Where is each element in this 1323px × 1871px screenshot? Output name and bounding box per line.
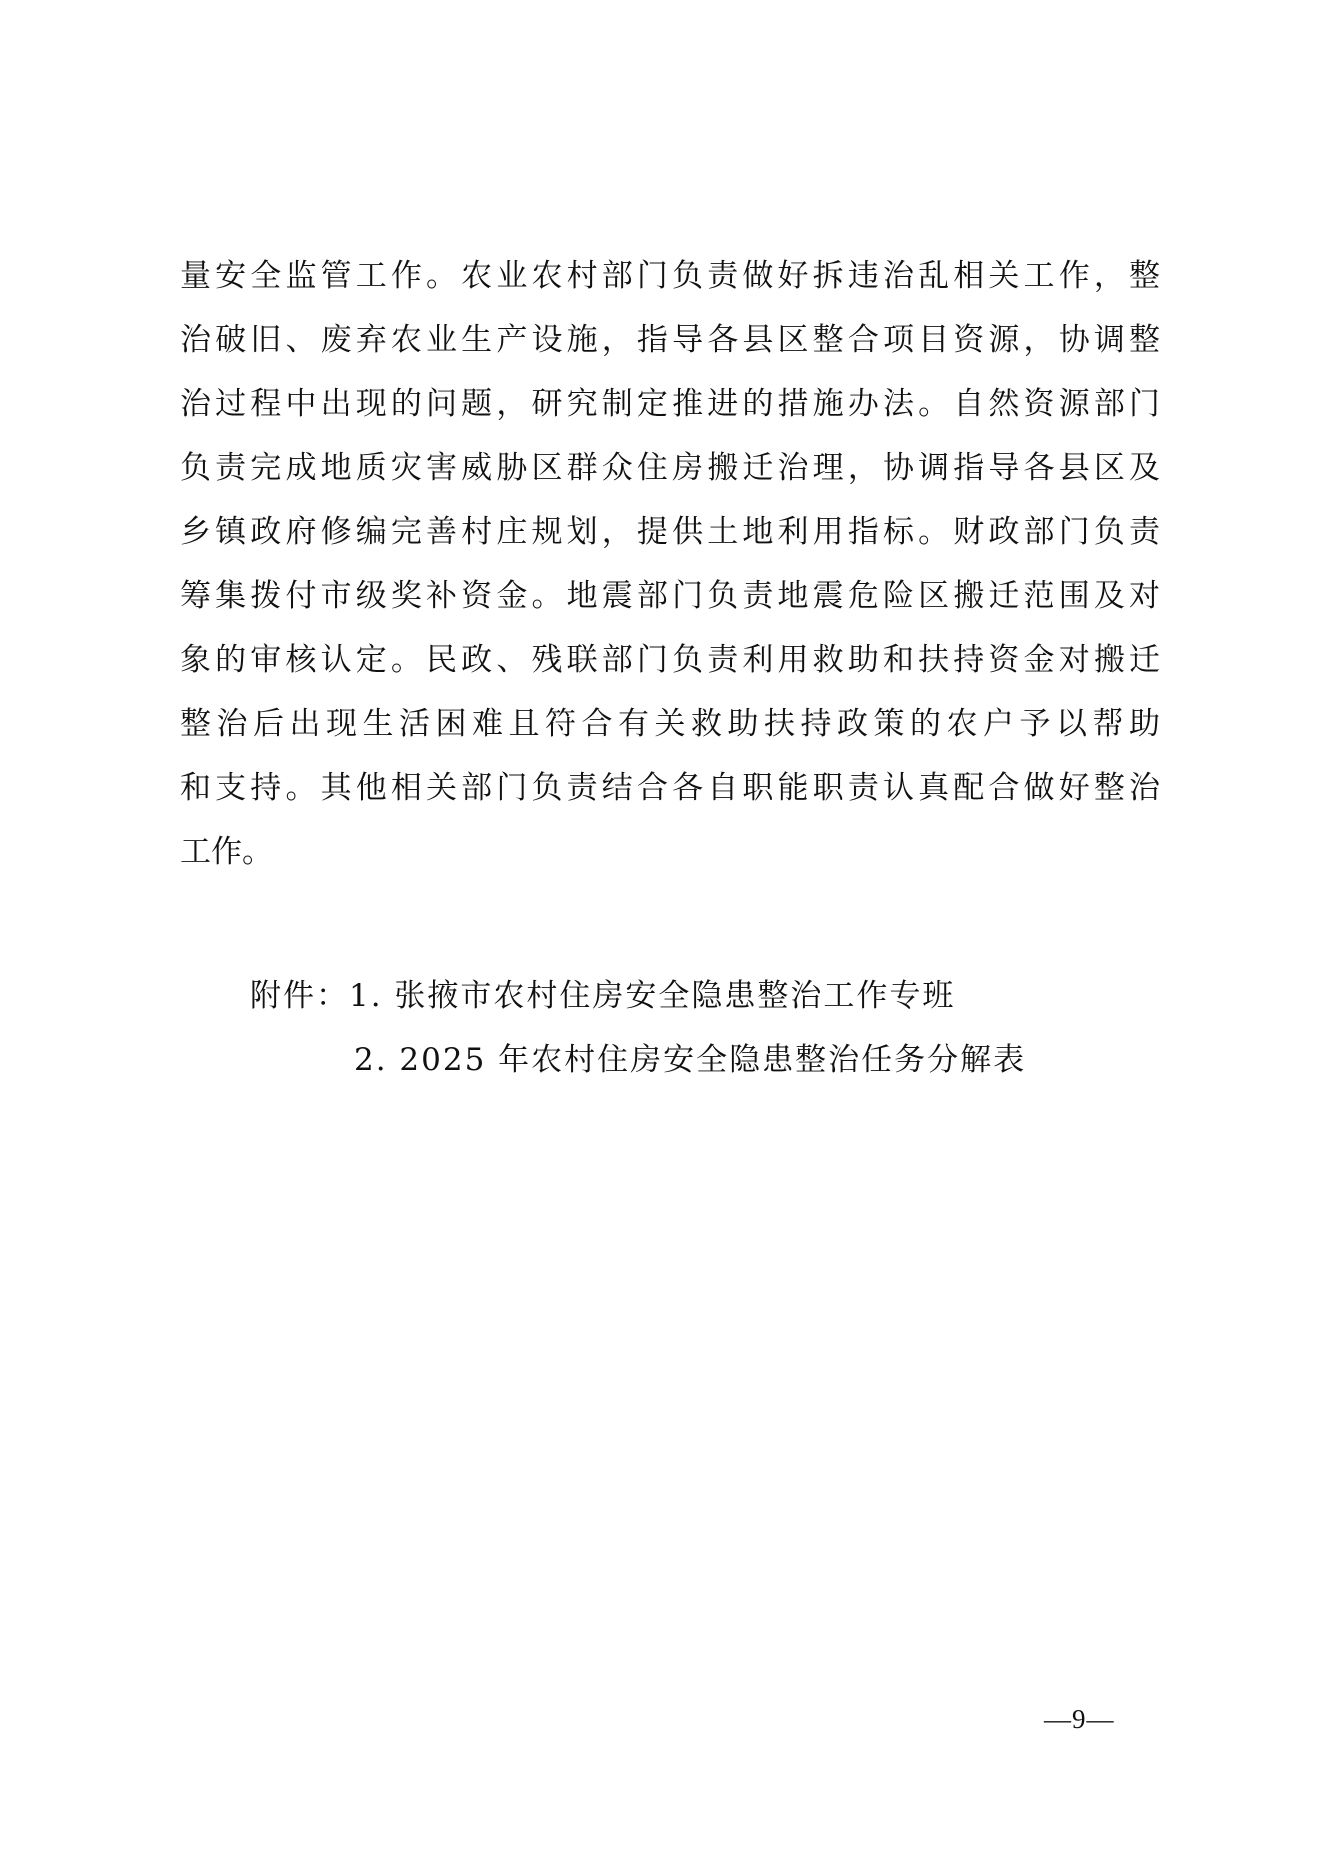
attachment-item-2 xyxy=(250,1028,1150,1092)
attachments-section xyxy=(250,964,1150,1092)
body-line: 和支持。其他相关部门负责结合各自职能职责认真配合做好整治 xyxy=(180,770,1160,806)
attachment-item-1 xyxy=(250,964,1150,1028)
attachments-label: 附件： xyxy=(250,978,349,1014)
page-number: —9— xyxy=(1044,1704,1115,1734)
body-line: 筹集拨付市级奖补资金。地震部门负责地震危险区搬迁范围及对 xyxy=(180,578,1160,614)
body-line: 整治后出现生活困难且符合有关救助扶持政策的农户予以帮助 xyxy=(180,706,1160,742)
body-line: 治破旧、废弃农业生产设施，指导各县区整合项目资源，协调整 xyxy=(180,322,1160,358)
body-paragraph xyxy=(180,244,1160,884)
body-line: 乡镇政府修编完善村庄规划，提供土地利用指标。财政部门负责 xyxy=(180,514,1160,550)
attachment-item-2-text: 2. 2025 年农村住房安全隐患整治任务分解表 xyxy=(354,1042,1027,1078)
body-line: 负责完成地质灾害威胁区群众住房搬迁治理，协调指导各县区及 xyxy=(180,450,1160,486)
body-line: 量安全监管工作。农业农村部门负责做好拆违治乱相关工作，整 xyxy=(180,258,1160,294)
body-line: 工作。 xyxy=(180,834,273,870)
body-line: 象的审核认定。民政、残联部门负责利用救助和扶持资金对搬迁 xyxy=(180,642,1160,678)
body-line: 治过程中出现的问题，研究制定推进的措施办法。自然资源部门 xyxy=(180,386,1160,422)
attachment-item-1-text: 1. 张掖市农村住房安全隐患整治工作专班 xyxy=(349,978,956,1014)
